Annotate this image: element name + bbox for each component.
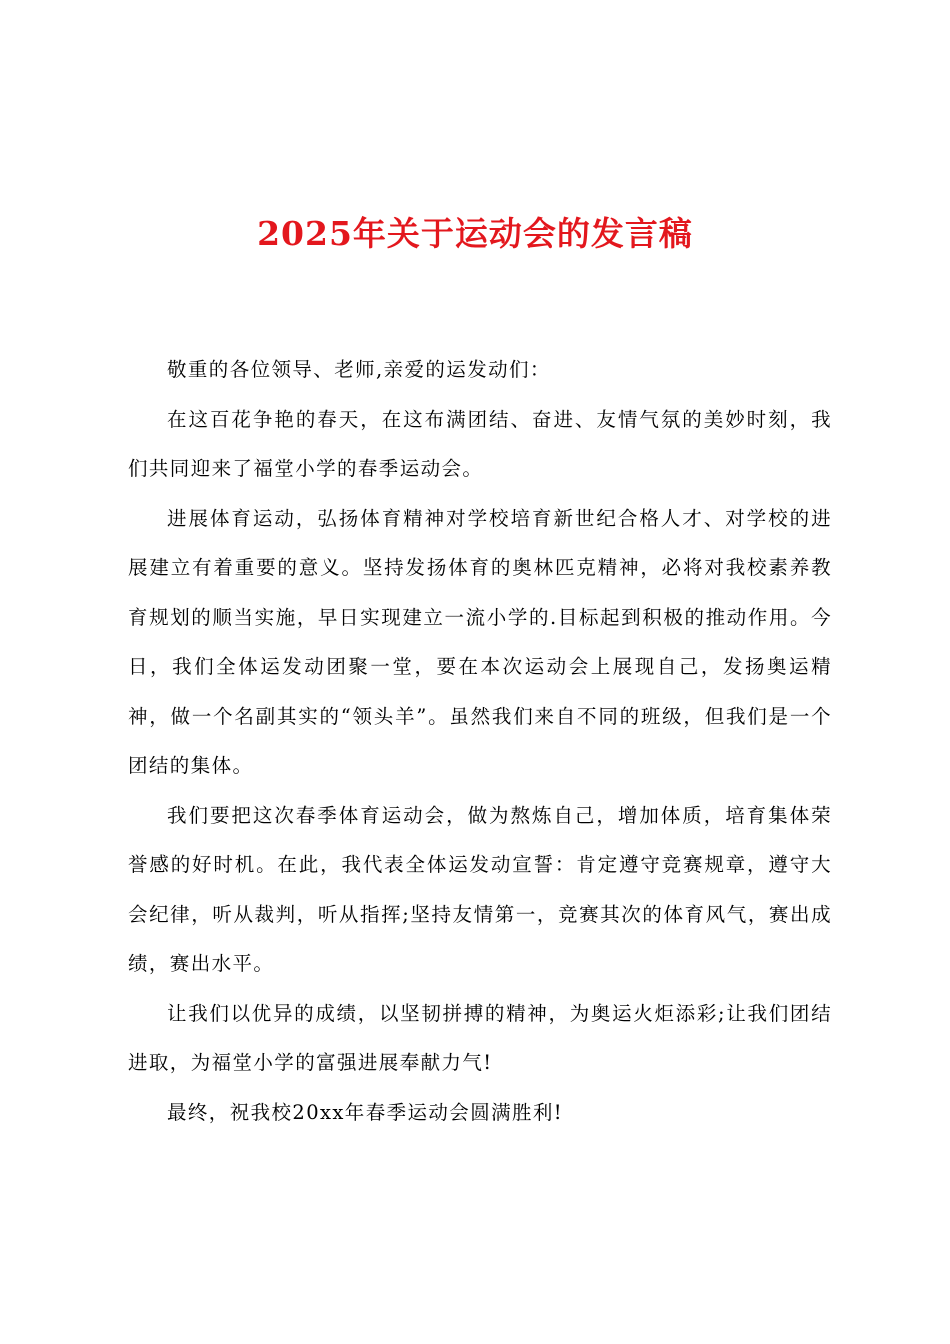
paragraph-significance: 进展体育运动，弘扬体育精神对学校培育新世纪合格人才、对学校的进展建立有着重要的意义。坚持发扬体育的奥林匹克精神，必将对我校素养教育规划的顺当实施，早日实现建立一流小学的.目标起到积极的推动作用。今日，我们全体运发动团聚一堂，要在本次运动会上展现自己，发扬奥运精神，做一个名副其实的“领头羊”。虽然我们来自不同的班级，但我们是一个团结的集体。 xyxy=(128,506,832,777)
paragraph-opening: 在这百花争艳的春天，在这布满团结、奋进、友情气氛的美妙时刻，我们共同迎来了福堂小学的春季运动会。 xyxy=(128,407,832,480)
paragraph-encouragement: 让我们以优异的成绩，以坚韧拼搏的精神，为奥运火炬添彩;让我们团结进取，为福堂小学的富强进展奉献力气! xyxy=(128,1001,832,1074)
paragraph-salutation: 敬重的各位领导、老师,亲爱的运发动们： xyxy=(167,358,551,381)
paragraph-closing: 最终，祝我校20xx年春季运动会圆满胜利! xyxy=(167,1100,564,1124)
paragraph-oath: 我们要把这次春季体育运动会，做为熬炼自己，增加体质，培育集体荣誉感的好时机。在此，我代表全体运发动宣誓：肯定遵守竞赛规章，遵守大会纪律，听从裁判，听从指挥;坚持友情第一，竞赛其次的体育风气，赛出成绩，赛出水平。 xyxy=(128,803,832,975)
document-title: 2025年关于运动会的发言稿 xyxy=(257,214,693,253)
document-body xyxy=(128,345,832,1137)
